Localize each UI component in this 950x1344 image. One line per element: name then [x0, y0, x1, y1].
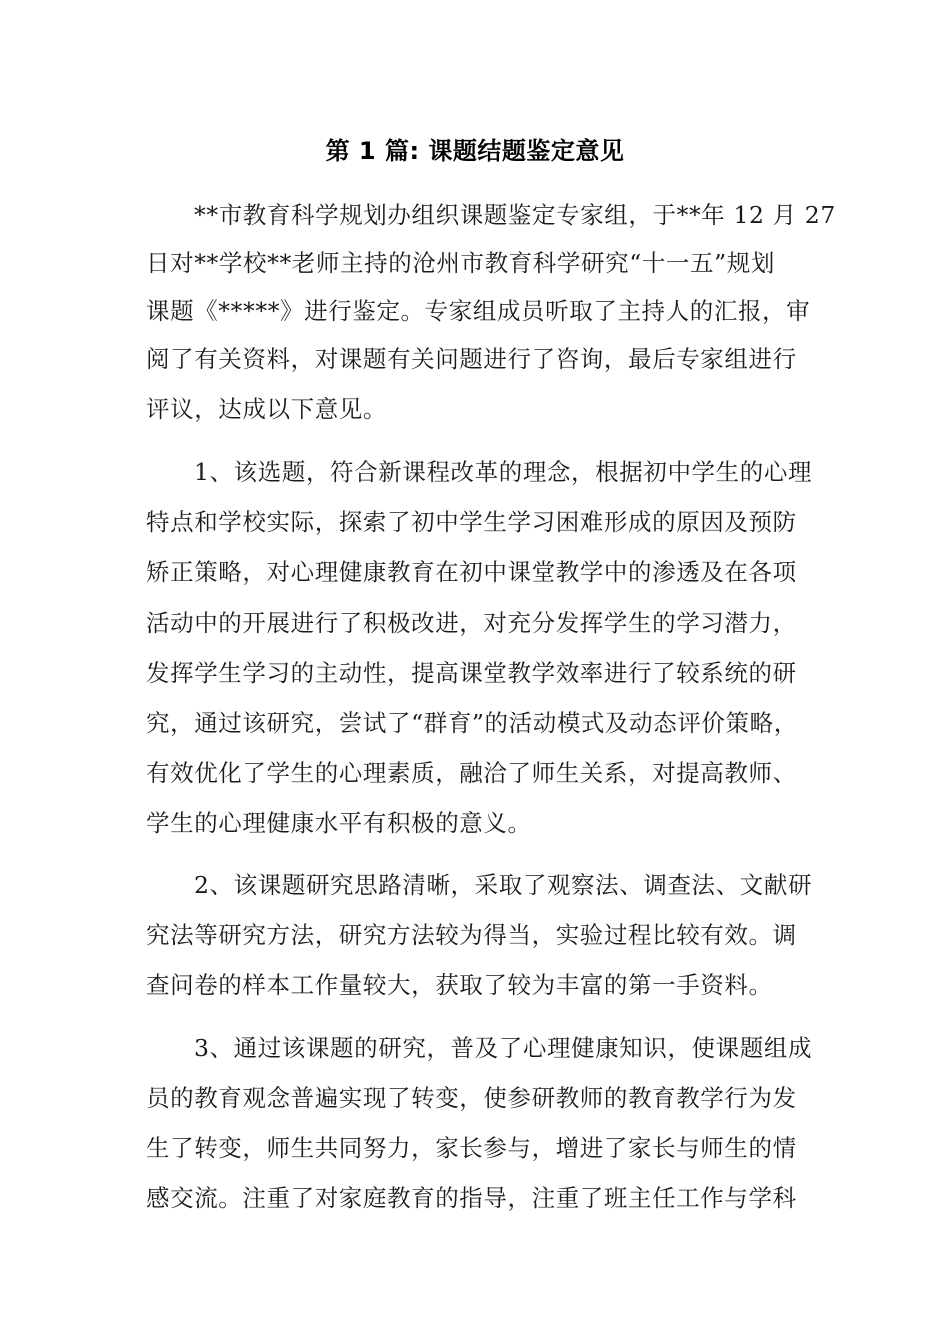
text-line: 日对**学校**老师主持的沧州市教育科学研究“十一五”规划 [146, 249, 775, 277]
text-line: 矫正策略，对心理健康教育在初中课堂教学中的渗透及在各项 [146, 558, 797, 586]
text-line: 生了转变，师生共同努力，家长参与，增进了家长与师生的情 [146, 1134, 797, 1162]
text-line: 发挥学生学习的主动性，提高课堂教学效率进行了较系统的研 [146, 659, 797, 687]
text-line: 阅了有关资料，对课题有关问题进行了咨询，最后专家组进行 [146, 345, 797, 373]
text-line: 学生的心理健康水平有积极的意义。 [146, 809, 532, 837]
text-line: 感交流。注重了对家庭教育的指导，注重了班主任工作与学科 [146, 1184, 797, 1212]
text-line: 有效优化了学生的心理素质，融洽了师生关系，对提高教师、 [146, 759, 797, 787]
text-line: 1、该选题，符合新课程改革的理念，根据初中学生的心理 [194, 458, 813, 486]
text-line: 究法等研究方法，研究方法较为得当，实验过程比较有效。调 [146, 921, 797, 949]
text-line: 究，通过该研究，尝试了“群育”的活动模式及动态评价策略， [146, 709, 798, 737]
text-line: 评议，达成以下意见。 [146, 395, 387, 423]
text-line: 活动中的开展进行了积极改进，对充分发挥学生的学习潜力， [146, 609, 797, 637]
text-line: 2、该课题研究思路清晰，采取了观察法、调查法、文献研 [194, 871, 813, 899]
text-line: **市教育科学规划办组织课题鉴定专家组，于**年 12 月 27 [194, 201, 836, 229]
text-line: 特点和学校实际，探索了初中学生学习困难形成的原因及预防 [146, 508, 797, 536]
text-line: 3、通过该课题的研究，普及了心理健康知识，使课题组成 [194, 1034, 813, 1062]
text-line: 课题《*****》进行鉴定。专家组成员听取了主持人的汇报，审 [146, 297, 811, 325]
document-title: 第 1 篇: 课题结题鉴定意见 [325, 137, 625, 165]
text-line: 查问卷的样本工作量较大，获取了较为丰富的第一手资料。 [146, 971, 773, 999]
text-line: 员的教育观念普遍实现了转变，使参研教师的教育教学行为发 [146, 1084, 797, 1112]
